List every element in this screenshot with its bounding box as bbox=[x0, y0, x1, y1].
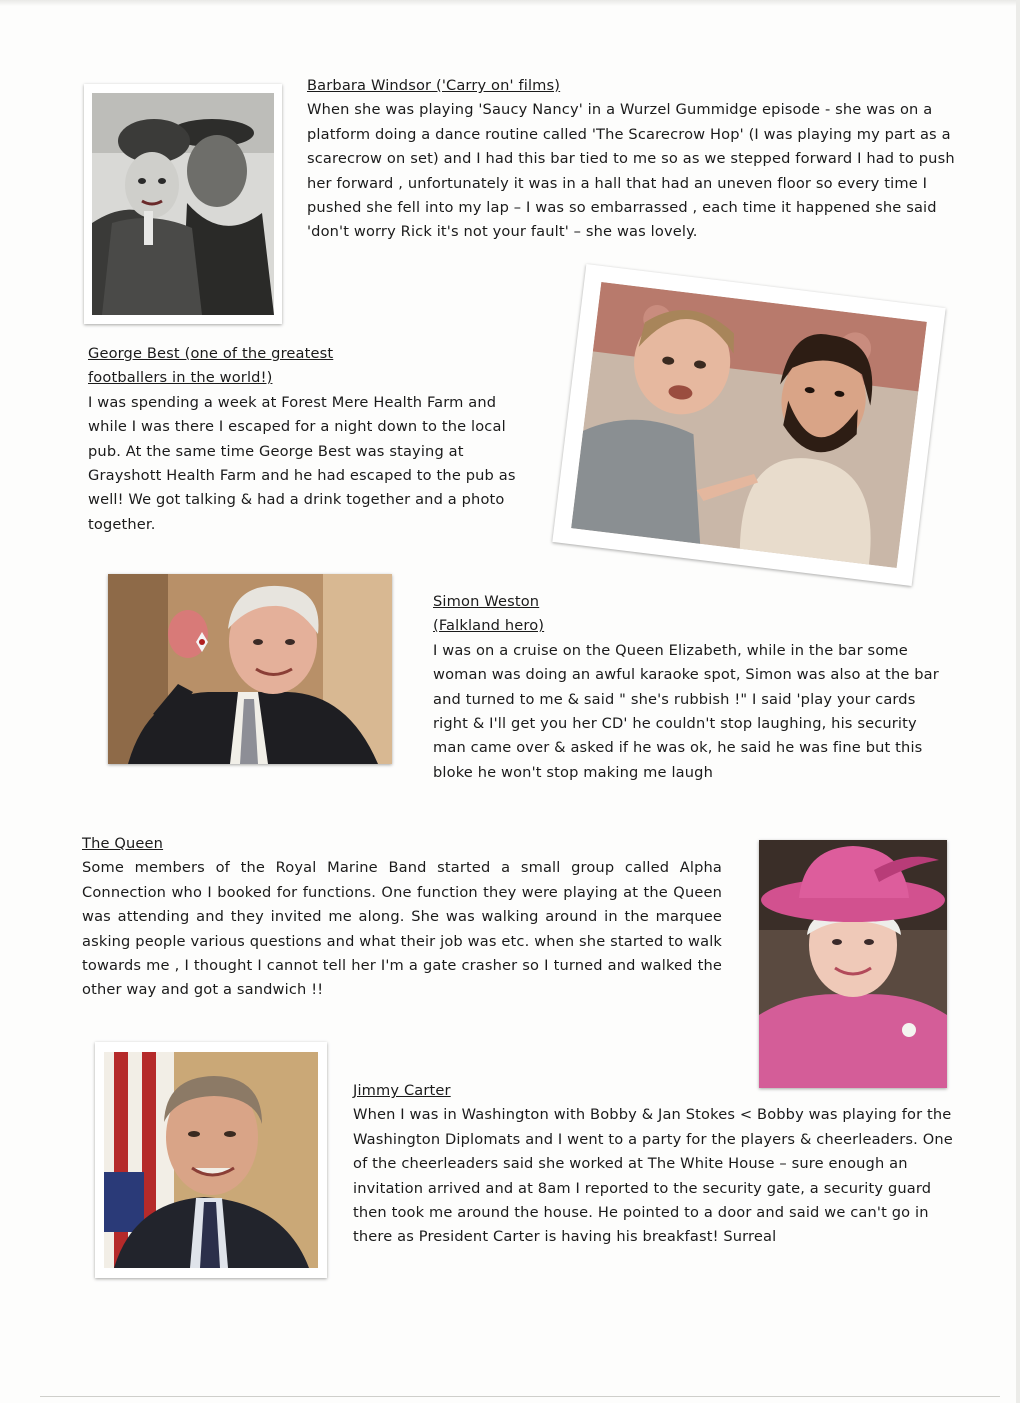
jimmy-carter-photo bbox=[95, 1042, 327, 1278]
entry-barbara-windsor bbox=[307, 74, 957, 245]
entry-body: I was on a cruise on the Queen Elizabeth, while in the bar some woman was doing an awful karaoke spot, Simon was also at the bar and turned to me & said " she's rubbish !" I said 'play your cards right & I'll get you her CD' he couldn't stop laughing, his security man came over & asked if he was ok, he said he was fine but this bloke he won't stop making me laugh bbox=[433, 641, 939, 781]
simon-weston-photo bbox=[108, 574, 392, 764]
entry-body: When she was playing 'Saucy Nancy' in a Wurzel Gummidge episode - she was on a platform doing a dance routine called 'The Scarecrow Hop' (I was playing my part as a scarecrow on set) and I had this bar tied to me so as we stepped forward I had to push her forward , unfortunately it was in a hall that had an uneven floor so every time I pushed she fell into my lap – I was so embarrassed , each time it happened she said 'don't worry Rick it's not your fault' – she was lovely. bbox=[307, 101, 955, 241]
entry-the-queen bbox=[82, 832, 722, 1003]
entry-heading: The Queen bbox=[82, 835, 164, 852]
the-queen-photo bbox=[759, 840, 947, 1088]
page-edge bbox=[0, 0, 1020, 6]
entry-george-best bbox=[88, 342, 520, 537]
entry-heading: Jimmy Carter bbox=[353, 1082, 451, 1099]
entry-heading: Barbara Windsor ('Carry on' films) bbox=[307, 77, 561, 94]
entry-body: I was spending a week at Forest Mere Health Farm and while I was there I escaped for a night down to the local pub. At the same time George Best was staying at Grayshott Health Farm and he had escaped to the pub as well! We got talking & had a drink together and a photo together. bbox=[88, 393, 516, 533]
page-edge bbox=[1016, 0, 1020, 1403]
entry-simon-weston bbox=[433, 590, 943, 785]
barbara-windsor-photo bbox=[84, 84, 282, 324]
george-best-photo bbox=[552, 264, 945, 586]
entry-jimmy-carter bbox=[353, 1079, 963, 1250]
entry-heading: George Best (one of the greatest footballers in the world!) bbox=[88, 345, 334, 387]
entry-heading: Simon Weston (Falkland hero) bbox=[433, 593, 545, 635]
page-footer-line bbox=[40, 1396, 1000, 1397]
entry-body: Some members of the Royal Marine Band started a small group called Alpha Connection who I booked for functions. One function they were playing at the Queen was attending and they invited me along. She was walking around in the marquee asking people various questions and what their job was etc. when she started to walk towards me , I thought I cannot tell her I'm a gate crasher so I turned and walked the other way and got a sandwich !! bbox=[82, 859, 722, 999]
entry-body: When I was in Washington with Bobby & Jan Stokes < Bobby was playing for the Washington Diplomats and I went to a party for the players & cheerleaders. One of the cheerleaders said she worked at The White House – sure enough an invitation arrived and at 8am I reported to the security gate, a security guard then took me around the house. He pointed to a door and said we can't go in there as President Carter is having his breakfast! Surreal bbox=[353, 1106, 953, 1246]
